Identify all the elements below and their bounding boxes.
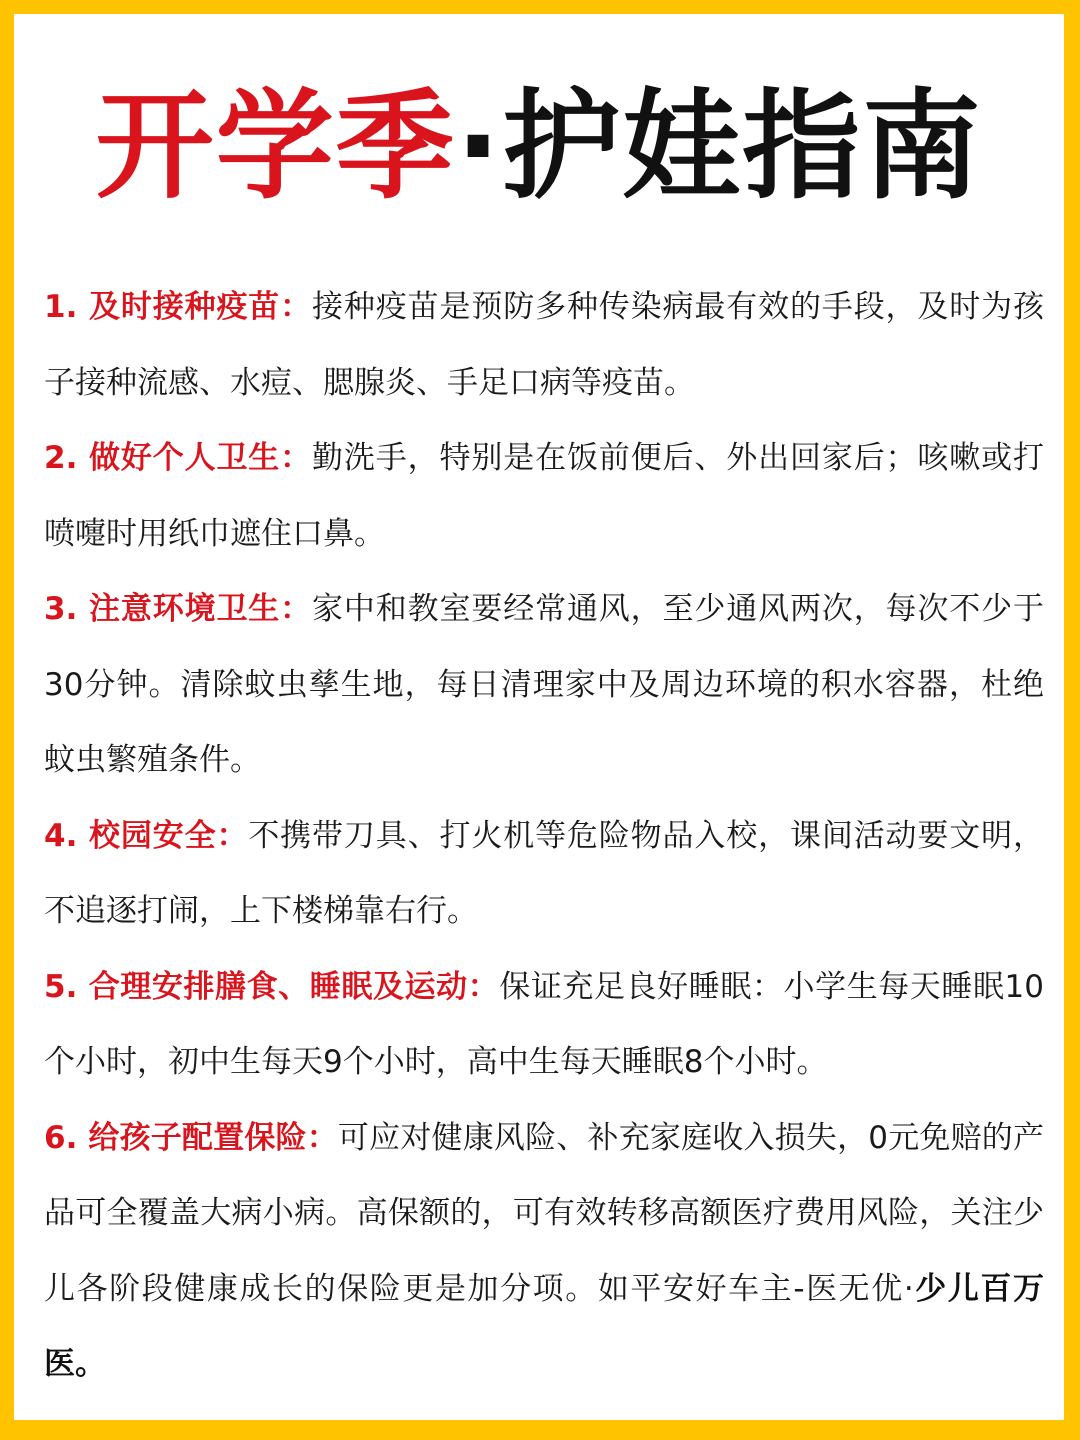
item-text: 勤洗手，特别是在饭前便后、外出回家后；咳嗽或打喷嚏时用纸巾遮住口鼻。 bbox=[44, 440, 1045, 552]
item-text: 不携带刀具、打火机等危险物品入校，课间活动要文明，不追逐打闹，上下楼梯靠右行。 bbox=[44, 817, 1044, 929]
item-heading: 5. 合理安排膳食、睡眠及运动： bbox=[44, 968, 500, 1005]
title-black-part: ·护娃指南 bbox=[455, 77, 983, 215]
guide-item-campus-safety bbox=[44, 799, 1044, 950]
item-text-bold: 少儿百万医。 bbox=[44, 1270, 1045, 1382]
item-heading: 3. 注意环境卫生： bbox=[44, 591, 313, 627]
item-heading: 1. 及时接种疫苗： bbox=[44, 289, 313, 325]
item-heading: 6. 给孩子配置保险： bbox=[44, 1119, 338, 1156]
guide-item-diet-sleep bbox=[44, 950, 1044, 1101]
item-text: 保证充足良好睡眠：小学生每天睡眠10个小时，初中生每天9个小时，高中生每天睡眠8个小时。 bbox=[44, 968, 1044, 1080]
title-red-part: 开学季 bbox=[95, 77, 456, 215]
guide-card bbox=[14, 14, 1064, 1420]
item-heading: 4. 校园安全： bbox=[44, 817, 249, 854]
item-heading: 2. 做好个人卫生： bbox=[44, 440, 313, 476]
item-text: 可应对健康风险、补充家庭收入损失，0元免赔的产品可全覆盖大病小病。高保额的，可有效转移高额医疗费用风险，关注少儿各阶段健康成长的保险更是加分项。如平安好车主-医无优· bbox=[44, 1119, 1044, 1307]
guide-item-vaccination bbox=[44, 270, 1044, 421]
item-text: 家中和教室要经常通风，至少通风两次，每次不少于30分钟。清除蚊虫孳生地，每日清理家中及周边环境的积水容器，杜绝蚊虫繁殖条件。 bbox=[44, 591, 1045, 778]
guide-item-hygiene bbox=[44, 421, 1044, 572]
guide-item-insurance bbox=[44, 1101, 1044, 1403]
guide-item-environment bbox=[44, 572, 1044, 799]
page-title bbox=[14, 76, 1064, 216]
item-text: 接种疫苗是预防多种传染病最有效的手段，及时为孩子接种流感、水痘、腮腺炎、手足口病等疫苗。 bbox=[44, 289, 1045, 401]
guide-list bbox=[44, 270, 1044, 1403]
